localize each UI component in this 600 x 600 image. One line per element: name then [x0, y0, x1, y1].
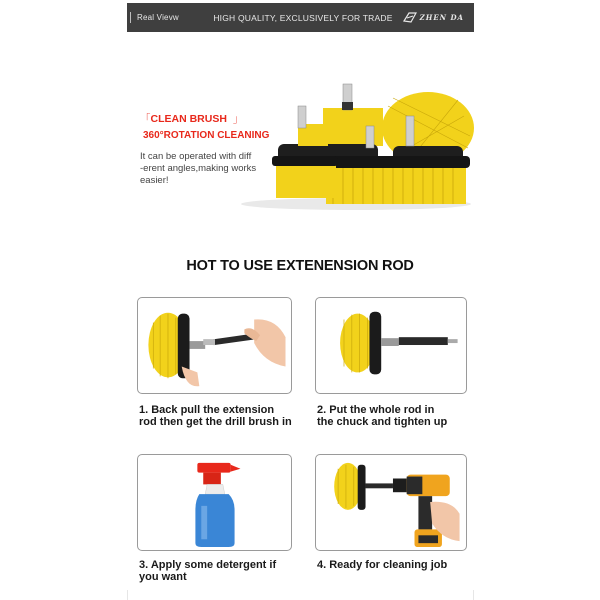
step-1-image — [137, 297, 292, 394]
step-line: 4. Ready for cleaning job — [317, 559, 448, 571]
step-line: you want — [139, 571, 187, 583]
step-line: rod then get the drill brush in — [139, 416, 292, 428]
header-left-label: Real Vievw — [137, 13, 179, 22]
feature-title-text: CLEAN BRUSH — [150, 113, 227, 125]
feature-desc-line: easier! — [140, 175, 169, 186]
step-1-text — [139, 404, 292, 428]
divider-left — [127, 590, 128, 600]
step-3-image — [137, 454, 292, 551]
feature-desc-line: -erent angles,making works — [140, 163, 257, 174]
step-line: 1. Back pull the extension — [139, 404, 275, 416]
header-separator — [130, 12, 131, 23]
step-line: 2. Put the whole rod in — [317, 404, 435, 416]
header-bar — [127, 3, 474, 32]
feature-title — [140, 111, 243, 126]
logo-icon — [403, 12, 417, 23]
brand-logo — [403, 12, 464, 23]
brush-set-image — [238, 76, 474, 212]
divider-right — [473, 590, 474, 600]
step-line: 3. Apply some detergent if — [139, 559, 277, 571]
step-line: the chuck and tighten up — [317, 416, 448, 428]
logo-text: ZHEN DA — [419, 13, 464, 22]
step-4-text — [317, 559, 447, 571]
feature-subtitle: 360°ROTATION CLEANING — [143, 130, 270, 141]
bracket-open: 「 — [140, 113, 151, 125]
step-2-image — [315, 297, 467, 394]
step-4-image — [315, 454, 467, 551]
feature-desc-line: It can be operated with diff — [140, 151, 252, 162]
header-right-label: HIGH QUALITY, EXCLUSIVELY FOR TRADE — [213, 12, 393, 23]
section-title: HOT TO USE EXTENENSION ROD — [186, 258, 414, 274]
step-3-text — [139, 559, 276, 583]
step-2-text — [317, 404, 447, 428]
bracket-close: 」 — [232, 113, 244, 125]
